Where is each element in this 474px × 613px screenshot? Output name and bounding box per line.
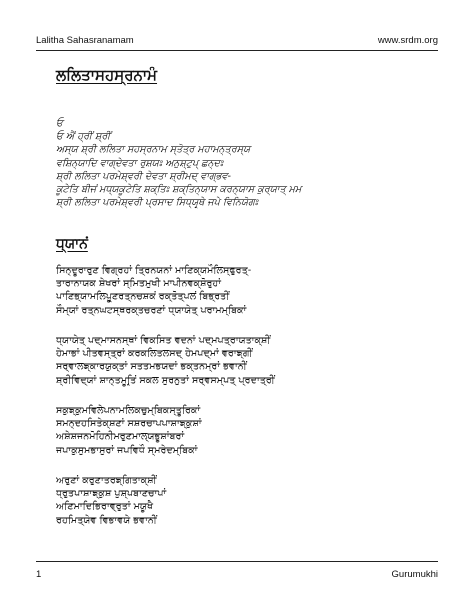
verse-line: ਸਮਨ੍ਦਹਸਿਤੇਕ੍ਸ਼ਣਾਂ ਸਸ਼ਰਚਾਪਪਾਸ਼ਾਙ੍ਕੁਸ਼ਾਂ — [56, 418, 202, 430]
header-divider — [36, 50, 438, 51]
page-header — [36, 33, 438, 47]
verse-line: ਧ੍ਯਾਯੇਤ੍ ਪਦ੍ਮਾਸਨਸ੍ਥਾਂ ਵਿਕਸਿਤ ਵਦਨਾਂ ਪਦ੍ਮਪਤ੍ਰਾਯਤਾਕ੍ਸ਼ੀਂ — [56, 335, 271, 346]
verse-line: ਅਸ਼ੇਸ਼ਜਨਮੋਹਿਨੀਮਰੁਣਮਾਲ੍ਯਭੂਸ਼ਾਂਬਰਾਂ — [56, 431, 185, 443]
page-title: ਲਲਿਤਾਸਹਸ੍ਰਨਾਮੰ — [56, 66, 158, 84]
verse-line: ਸੌਮ੍ਯਾਂ ਰਤ੍ਨਘਟਸ੍ਥਰਕ੍ਤਚਰਣਾਂ ਧ੍ਯਾਯੇਤ੍ ਪਰਾਮਮ੍ਬਿਕਾਂ — [56, 304, 247, 316]
verse-line: ਅਰੁਣਾਂ ਕਰੁਣਾਤਰਙ੍ਗਿਤਾਕ੍ਸ਼ੀਂ — [56, 475, 157, 486]
invocation-block — [56, 117, 436, 209]
verse-line: ਅਣਿਮਾਦਿਭਿਰਾਵ੍ਰੁਤਾਂ ਮਯੂਖੈ — [56, 501, 154, 513]
header-document-title: Lalitha Sahasranamam — [36, 34, 134, 46]
verse-line: ਪਾਣਿਭ੍ਯਾਮਲਿਪੂਰ੍ਣਰਤ੍ਨਚਸ਼ਕਂ ਰਕ੍ਤੋਤ੍ਪਲਂ ਬਿਭ੍ਰਤੀਂ — [56, 291, 230, 303]
verse-line: ਸ਼੍ਰੀਵਿਦ੍ਯਾਂ ਸ਼ਾਨ੍ਤਮੂਰ੍ਤਿਂ ਸਕਲ ਸੁਰਨੁਤਾਂ ਸਰ੍ਵਸਮ੍ਪਤ੍ ਪ੍ਰਦਾਤ੍ਰੀਂ — [56, 374, 275, 386]
verse-line: ਸਿਨ੍ਦੂਰਾਰੁਣ ਵਿਗ੍ਰਹਾਂ ਤ੍ਰਿਨਯਨਾਂ ਮਾਣਿਕ੍ਯਮੌਲਿਸ੍ਫੁਰਤ੍- — [56, 265, 252, 276]
page-number: 1 — [36, 568, 42, 580]
page-footer — [36, 567, 438, 581]
verse-4 — [56, 474, 436, 527]
verse-line: ਤਾਰਾਨਾਯਕ ਸ਼ੇਖਰਾਂ ਸ੍ਮਿਤਮੁਖੀ ਮਾਪੀਨਵਕ੍ਸ਼ੋਰੁਹਾਂ — [56, 278, 222, 290]
verse-line: ਹੇਮਾਭਾਂ ਪੀਤਵਸ੍ਤ੍ਰਾਂ ਕਰਕਲਿਤਲਸਦ੍ ਹੇਮਪਦ੍ਮਾਂ ਵਰਾਙ੍ਗੀਂ — [56, 348, 253, 360]
invocation-line: ਅਸ੍ਯ ਸ਼੍ਰੀ ਲਲਿਤਾ ਸਹਸ੍ਰਨਾਮ ਸ੍ਤੋਤ੍ਰ ਮਹਾਮਨ੍ਤ੍ਰਸ੍ਯ — [56, 144, 251, 156]
verse-1 — [56, 264, 436, 317]
invocation-line: ਸ਼੍ਰੀ ਲਲਿਤਾ ਪਰਮੇਸ਼੍ਵਰੀ ਪ੍ਰਸਾਦ ਸਿਧ੍ਯਰ੍ਥੇ ਜਪੇ ਵਿਨਿਯੋਗਃ — [56, 197, 259, 209]
footer-script-name: Gurumukhi — [391, 568, 438, 580]
header-website: www.srdm.org — [377, 34, 438, 46]
invocation-line: ਸ਼੍ਰੀ ਲਲਿਤਾ ਪਰਮੇਸ਼੍ਵਰੀ ਦੇਵਤਾ ਸ਼੍ਰੀਮਦ੍ ਵਾਗ੍ਭਵ- — [56, 170, 232, 182]
invocation-line: ਓ ਐਂ ਹ੍ਰੀਂ ਸ਼੍ਰੀਂ — [56, 131, 111, 143]
verse-line: ਧ੍ਰੁਤਪਾਸ਼ਾਙ੍ਕੁਸ਼ ਪੁਸ਼੍ਪਬਾਣਚਾਪਾਂ — [56, 488, 167, 500]
verse-line: ਜਪਾਕੁਸੁਮਭਾਸੁਰਾਂ ਜਪਵਿਧੌ ਸ੍ਮਰੇਦਮ੍ਬਿਕਾਂ — [56, 444, 198, 456]
invocation-line: ਵਸ਼ਿਨ੍ਯਾਦਿ ਵਾਗ੍ਦੇਵਤਾ ਰੁਸ਼ਯਃ ਅਨੁਸ਼੍ਟੁਪ੍ ਛਨ੍ਦਃ — [56, 157, 224, 169]
verse-line: ਸਕੁਙ੍ਕੁਮਵਿਲੇਪਨਾਮਲਿਕਚੁਮ੍ਬਿਕਸ੍ਤੂਰਿਕਾਂ — [56, 405, 201, 416]
verse-line: ਸਰ੍ਵਾਲਙ੍ਕਾਰਯੁਕ੍ਤਾਂ ਸਤਤਮਭਯਦਾਂ ਭਕ੍ਤਨਮ੍ਰਾਂ ਭਵਾਨੀਂ — [56, 361, 247, 373]
invocation-line: ਓ — [56, 118, 63, 129]
footer-divider — [36, 561, 438, 562]
verse-line: ਰਹਮਿਤ੍ਯੇਵ ਵਿਭਾਵਯੇ ਭਵਾਨੀਂ — [56, 514, 157, 526]
section-heading-dhyanam: ਧ੍ਯਾਨਂ — [56, 236, 88, 252]
verse-2 — [56, 334, 436, 387]
invocation-line: ਕੂਟੇਤਿ ਬੀਜਂ ਮਧ੍ਯਕੂਟੇਤਿ ਸ਼ਕ੍ਤਿਃ ਸ਼ਕ੍ਤਿਨ੍ਯਾਸ ਕਰਨ੍ਯਾਸ ਕੁਰ੍ਯਾਤ੍ ਮਮ — [56, 183, 302, 195]
verse-3 — [56, 404, 436, 457]
